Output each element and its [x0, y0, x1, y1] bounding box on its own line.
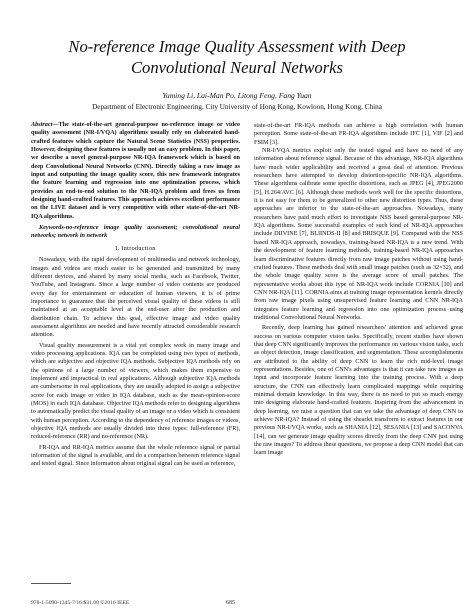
page-number: 685 — [226, 600, 235, 606]
right-paragraph-1: state-of-the-art FR-IQA methods can achieve a high correlation with human perception. Some state-of-the-art FR-IQA algorithms include IFC [1], VIF [2] and FSIM [3]. — [254, 122, 463, 146]
author-list: Yuming Li, Lai-Man Po, Litong Feng, Fang Yuan — [162, 91, 312, 100]
abstract — [31, 121, 240, 221]
right-paragraph-3: Recently, deep learning has gained researchers' attention and achieved great success on various computer vision tasks. Specifically, recent studies have shown that deep CNN significantly improves the performance on various vision tasks, such as object detection, image classification, and segmentation. These accomplishments are attributed to the ability of deep CNN to learn the rich mid-level image representations. Besides, one of CNN's advantages is that it can take raw images as input and incorporate feature learning into the training process. With a deep structure, the CNN can effectively learn complicated mappings while requiring minimal domain knowledge. In this way, there is no need to put so much energy into designing elaborate hand-crafted features. Inspiring from the advancement in deep learning, we raise a question that can we take the advantage of deep CNN to achieve NR-IQA? Instead of using the shearlet transform to extract features in our previous NR-I/VQA works, such as SHANIA [12], SESANIA [13] and SACONVA [14], can we generate image quality scores directly from the deep CNN just using the raw images? To address these questions, we propose a deep CNN model that can learn image — [254, 324, 463, 457]
abstract-lead: Abstract — [31, 121, 53, 128]
author-affiliation: Department of Electronic Engineering, City University of Hong Kong, Kowloon, Hong Kong, China — [92, 103, 382, 111]
right-paragraph-2: NR-I/VQA metrics exploit only the tested signal and have no need of any information about reference signal. Because of this advantage, NR-IQA algorithms have much wider applicability and received a great deal of attention. Previous researchers have attempted to develop distortion-specific NR-IQA algorithms. These algorithms calibrate some specific distortions, such as JPEG [4], JPEG2000 [5], H.264/AVC [6]. Although these methods work well for the specific distortions, it is not easy for them to be generalized to other new distortion types. Thus, these approaches are inferior to the state-of-the-art approaches. Nowadays, many researchers have paid much effort to investigate NSS based general-purpose NR-IQA algorithms. Some successful examples of such kind of NR-IQA approaches include DIIVINE [7], BLIINDS-II [8] and BRISQUE [9]. Compared with the NSS based NR-IQA approach, nowadays, training-based NR-IQA is a new trend. With the development of feature learning methods, training-based NR-IQA approaches learn discriminative features directly from raw image patches without using hand-crafted features. These methods deal with small image patches (such as 32×32), and the whole image quality score is the average score of small patches. The representative works about this type of NR-IQA work include CORNIA [10] and CNN NR-IQA [11]. CORNIA aims at training image representation kernels directly from raw image pixels using unsupervised feature learning and CNN NR-IQA integrates feature learning and regression into one optimization process using traditional Convolutional Neural Networks. — [254, 147, 463, 321]
abstract-text: —The state-of-the-art general-purpose no-reference image or video quality assessment (NR-I/VQA) algorithms usually rely on elaborated hand-crafted features which capture the Natural Scene Statistics (NSS) properties. However, designing these features is usually not an easy problem. In this paper, we describe a novel general-purpose NR-IQA framework which is based on deep Convolutional Neural Networks (CNN). Directly taking a raw image as input and outputting the image quality score, this new framework integrates the feature learning and regression into one optimization process, which provides an end-to-end solution to the NR-IQA problem and frees us from designing hand-crafted features. This approach achieves excellent performance on the LIVE dataset and is very competitive with other state-of-the-art NR-IQA algorithms. — [31, 121, 240, 220]
intro-paragraph-3: FR-IQA and RR-IQA metrics assume that the whole reference signal or partial information of the signal is available, and do a comparison between reference signal and tested signal. Since information about original signal can be used as reference, — [31, 443, 240, 468]
section-heading-introduction: I. Introduction — [115, 244, 156, 252]
title-line-1: No-reference Image Quality Assessment with Deep — [68, 37, 406, 56]
footer-rule — [31, 583, 71, 584]
footer-isbn: 978-1-5090-1345-7/16/$31.00 ©2016 IEEE — [31, 600, 130, 606]
right-column — [254, 122, 463, 458]
intro-paragraph-2: Visual quality measurement is a vital yet complex work in many image and video processing applications. IQA can be completed using two types of methods, which are subjective and objective IQA methods. Subjective IQA methods rely on the opinions of a large number of viewers, which makes them expensive to implement and impractical in real applications. Although subjective IQA methods are cumbersome in real applications, they are usually adopted to assign a subjective score for each image or video in IQA database, such as the mean-opinion-score (MOS) in each IQA database. Objective IQA methods refer to designing algorithms to automatically predict the visual quality of an image or a video which is consistent with human perception. According to the dependency of reference images or videos, objective IQA methods are usually divided into three types: full-reference (FR), reduced-reference (RR) and no-reference (NR). — [31, 341, 240, 441]
left-column — [31, 121, 240, 469]
intro-paragraph-1: Nowadays, with the rapid development of multimedia and network technology, images and videos are much easier to be generated and transmitted by many different devices, and shared by many social media, such as Facebook, Twitter, YouTube, and Instagram. Since a large number of video contents are produced every day for entertainment or education of human viewers, it is of prime importance to guarantee that the perceived visual quality of these videos is still maintained at an acceptable level at the end-user after the production and distribution chain. To achieve this goal, effective image and video quality assessment algorithms are needed and have recently attracted considerable research attention. — [31, 256, 240, 339]
paper-title — [20, 36, 454, 78]
keywords: Keywords-no-reference image quality assessment; convolutional neural networks; network in network — [31, 224, 240, 240]
title-line-2: Convolutional Neural Networks — [130, 58, 344, 77]
